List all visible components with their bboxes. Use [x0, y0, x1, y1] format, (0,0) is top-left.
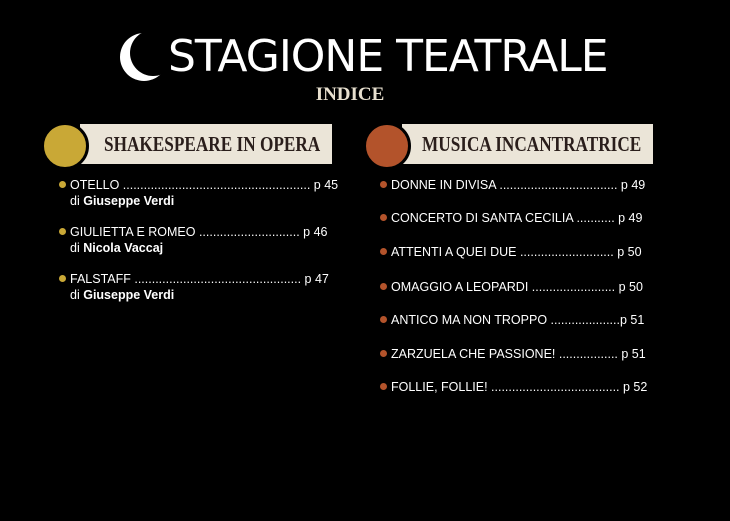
list-item[interactable] [380, 280, 643, 294]
list-item[interactable] [59, 272, 329, 302]
bullet-icon [380, 283, 387, 290]
page-header [0, 28, 730, 88]
section-title: MUSICA INCANTRATRICE [422, 132, 642, 156]
entry-text: ANTICO MA NON TROPPO ....................p 51 [391, 313, 645, 327]
bullet-icon [380, 316, 387, 323]
entry-text: FOLLIE, FOLLIE! ..................................... p 52 [391, 380, 648, 394]
list-item[interactable] [380, 380, 647, 394]
entry-text: CONCERTO DI SANTA CECILIA ........... p 49 [391, 211, 643, 225]
bullet-icon [59, 228, 66, 235]
entry-text: ATTENTI A QUEI DUE ........................... p 50 [391, 245, 642, 259]
bullet-icon [380, 181, 387, 188]
section-title: SHAKESPEARE IN OPERA [104, 132, 321, 156]
section-banner [402, 124, 653, 164]
bullet-icon [59, 275, 66, 282]
list-item[interactable] [380, 313, 644, 327]
author-prefix: di [70, 241, 80, 255]
bullet-icon [59, 181, 66, 188]
author-prefix: di [70, 288, 80, 302]
entry-text: OTELLO ...................................................... p 45 [70, 178, 339, 192]
section-circle-icon [363, 122, 411, 170]
list-item[interactable] [59, 178, 338, 208]
author-name: Nicola Vaccaj [83, 241, 164, 255]
list-item[interactable] [59, 225, 327, 255]
section-banner [80, 124, 332, 164]
author-prefix: di [70, 194, 80, 208]
author-name: Giuseppe Verdi [83, 288, 175, 302]
page-title: STAGIONE TEATRALE [168, 31, 608, 82]
entry-text: OMAGGIO A LEOPARDI ........................ p 50 [391, 280, 643, 294]
page-subtitle: INDICE [315, 84, 385, 105]
author-name: Giuseppe Verdi [83, 194, 175, 208]
bullet-icon [380, 350, 387, 357]
list-item[interactable] [380, 245, 642, 259]
bullet-icon [380, 214, 387, 221]
list-item[interactable] [380, 347, 646, 361]
list-item[interactable] [380, 211, 642, 225]
list-item[interactable] [380, 178, 645, 192]
bullet-icon [380, 248, 387, 255]
entry-text: FALSTAFF ................................................ p 47 [70, 272, 329, 286]
entry-text: DONNE IN DIVISA .................................. p 49 [391, 178, 646, 192]
section-circle-icon [41, 122, 89, 170]
crescent-moon-icon [120, 31, 170, 83]
entry-text: ZARZUELA CHE PASSIONE! ................. p 51 [391, 347, 646, 361]
bullet-icon [380, 383, 387, 390]
entry-text: GIULIETTA E ROMEO ............................. p 46 [70, 225, 328, 239]
